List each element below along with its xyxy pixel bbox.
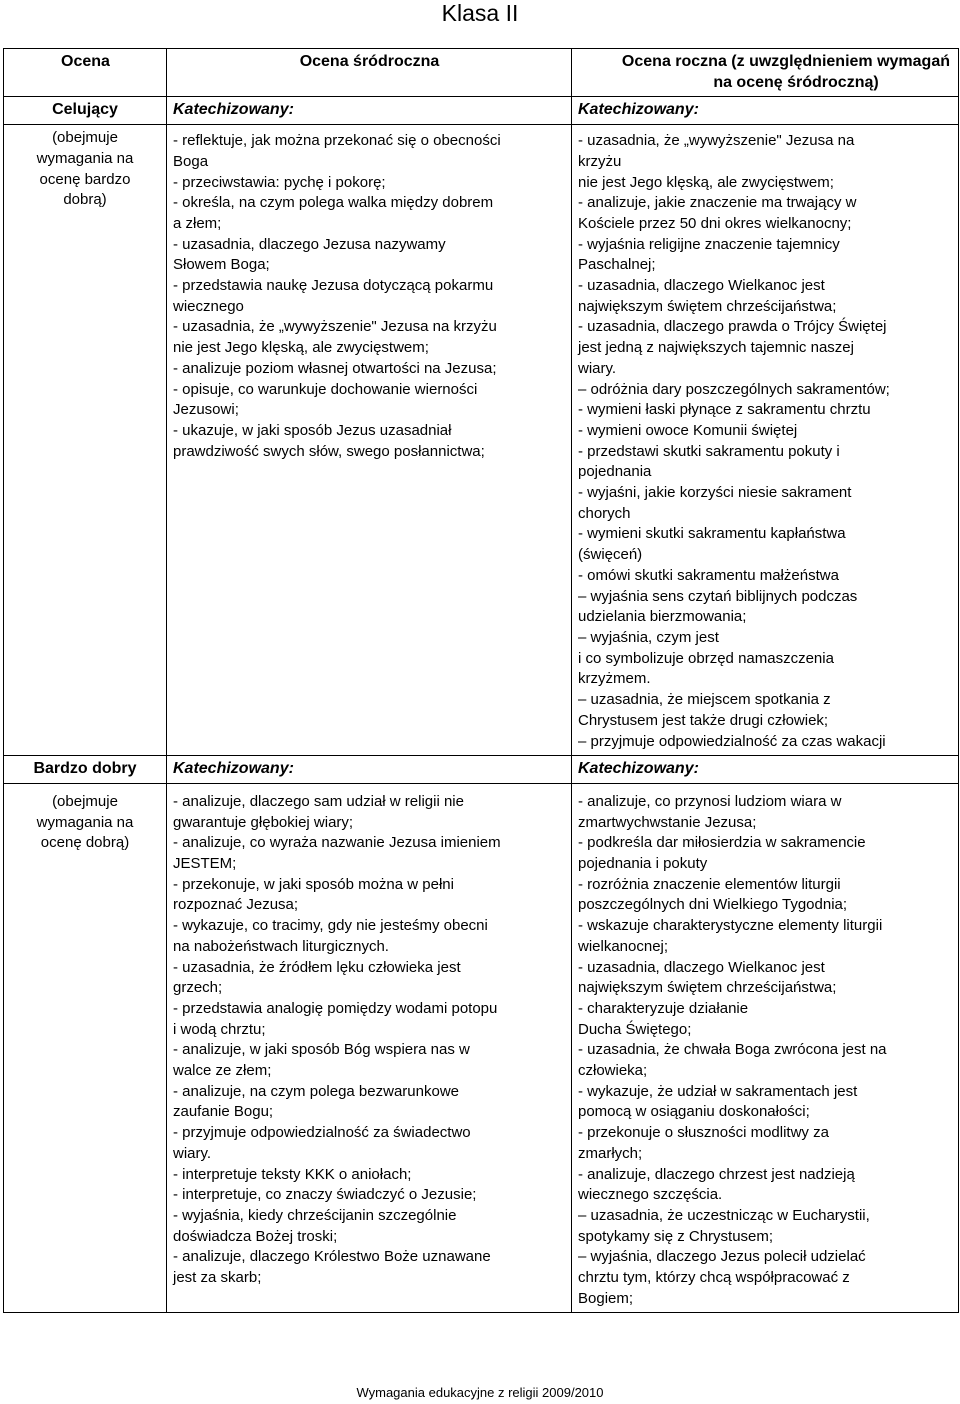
header-yearly-line-2: na ocenę śródroczną) bbox=[713, 73, 879, 91]
requirement-line: pojednania i pokuty bbox=[578, 855, 708, 873]
yearly-requirements bbox=[572, 783, 959, 1313]
requirement-line: – odróżnia dary poszczególnych sakramentów; bbox=[578, 380, 890, 398]
requirement-line: - uzasadnia, dlaczego prawda o Trójcy Świętej bbox=[578, 318, 887, 336]
requirement-line: - uzasadnia, dlaczego Jezusa nazywamy bbox=[173, 235, 446, 253]
grade-row-celujacy bbox=[4, 97, 959, 125]
requirement-line: - uzasadnia, że „wywyższenie" Jezusa na krzyżu bbox=[173, 318, 497, 336]
requirement-line: - reflektuje, jak można przekonać się o obecności bbox=[173, 132, 501, 150]
scope-line: (obejmuje bbox=[52, 792, 118, 810]
header-yearly bbox=[572, 49, 959, 97]
midyear-requirements bbox=[167, 125, 572, 756]
requirement-line: walce ze złem; bbox=[173, 1062, 272, 1080]
page-title: Klasa II bbox=[441, 0, 519, 26]
requirement-line: - analizuje, dlaczego chrzest jest nadzieją bbox=[578, 1165, 855, 1183]
grade-name: Bardzo dobry bbox=[4, 756, 167, 784]
requirement-line: wiary. bbox=[173, 1144, 212, 1162]
requirement-line: - wyjaśnia, kiedy chrześcijanin szczególnie bbox=[173, 1206, 457, 1224]
requirement-line: poszczególnych dni Wielkiego Tygodnia; bbox=[578, 896, 848, 914]
requirement-line: a złem; bbox=[173, 214, 222, 232]
scope-line: ocenę bardzo bbox=[39, 170, 131, 188]
requirement-line: - podkreśla dar miłosierdzia w sakramencie bbox=[578, 834, 866, 852]
grade-row-bardzo-dobry bbox=[4, 756, 959, 784]
requirement-line: - wskazuje charakterystyczne elementy liturgii bbox=[578, 917, 883, 935]
requirement-line: wiecznego bbox=[173, 297, 244, 315]
requirement-line: nie jest Jego klęską, ale zwycięstwem; bbox=[578, 173, 834, 191]
requirement-line: - rozróżnia znaczenie elementów liturgii bbox=[578, 875, 841, 893]
yearly-subtitle: Katechizowany: bbox=[572, 756, 959, 784]
requirement-line: - przedstawia naukę Jezusa dotyczącą pokarmu bbox=[173, 277, 494, 295]
scope-line: dobrą) bbox=[63, 191, 107, 209]
requirement-line: - wymieni łaski płynące z sakramentu chrztu bbox=[578, 401, 871, 419]
requirement-line: i wodą chrztu; bbox=[173, 1020, 266, 1038]
requirement-line: - uzasadnia, że chwała Boga zwrócona jest na bbox=[578, 1041, 887, 1059]
requirement-line: doświadcza Bożej troski; bbox=[173, 1227, 338, 1245]
requirement-line: - określa, na czym polega walka między dobrem bbox=[173, 194, 494, 212]
requirement-line: Bogiem; bbox=[578, 1289, 634, 1307]
requirement-line: - wymieni owoce Komunii świętej bbox=[578, 421, 798, 439]
requirement-line: - opisuje, co warunkuje dochowanie wierności bbox=[173, 380, 478, 398]
requirement-line: - analizuje, co wyraża nazwanie Jezusa imieniem bbox=[173, 834, 501, 852]
requirement-line: - analizuje poziom własnej otwartości na Jezusa; bbox=[173, 359, 497, 377]
requirement-line: - przedstawia analogię pomiędzy wodami potopu bbox=[173, 999, 498, 1017]
requirement-line: - analizuje, jakie znaczenie ma trwający w bbox=[578, 194, 857, 212]
requirement-line: - uzasadnia, że źródłem lęku człowieka jest bbox=[173, 958, 461, 976]
requirement-line: – przyjmuje odpowiedzialność za czas wakacji bbox=[578, 732, 886, 750]
requirement-line: Słowem Boga; bbox=[173, 256, 270, 274]
requirement-line: - wyjaśni, jakie korzyści niesie sakrament bbox=[578, 484, 852, 502]
requirements-row-celujacy bbox=[4, 125, 959, 756]
requirement-line: największym świętem chrześcijaństwa; bbox=[578, 979, 837, 997]
requirement-line: - przyjmuje odpowiedzialność za świadectwo bbox=[173, 1124, 471, 1142]
requirement-line: nie jest Jego klęską, ale zwycięstwem; bbox=[173, 339, 429, 357]
midyear-subtitle: Katechizowany: bbox=[167, 97, 572, 125]
requirement-line: chrztu tym, którzy chcą współpracować z bbox=[578, 1269, 850, 1287]
requirement-line: zmarłych; bbox=[578, 1144, 643, 1162]
requirement-line: chorych bbox=[578, 504, 631, 522]
requirement-line: Kościele przez 50 dni okres wielkanocny; bbox=[578, 214, 852, 232]
requirements-table bbox=[3, 48, 959, 1313]
header-grade: Ocena bbox=[4, 49, 167, 97]
requirement-line: Ducha Świętego; bbox=[578, 1020, 692, 1038]
yearly-subtitle: Katechizowany: bbox=[572, 97, 959, 125]
requirement-line: – uzasadnia, że miejscem spotkania z bbox=[578, 691, 831, 709]
page-footer: Wymagania edukacyjne z religii 2009/2010 bbox=[356, 1385, 604, 1400]
requirement-line: - charakteryzuje działanie bbox=[578, 999, 749, 1017]
requirement-line: – wyjaśnia, dlaczego Jezus polecił udzielać bbox=[578, 1248, 866, 1266]
requirement-line: - analizuje, dlaczego sam udział w religii nie bbox=[173, 792, 464, 810]
requirement-line: i co symbolizuje obrzęd namaszczenia bbox=[578, 649, 834, 667]
requirement-line: krzyżu bbox=[578, 152, 622, 170]
requirement-line: wielkanocnej; bbox=[578, 937, 669, 955]
requirement-line: największym świętem chrześcijaństwa; bbox=[578, 297, 837, 315]
requirement-line: krzyżmem. bbox=[578, 670, 651, 688]
requirement-line: – wyjaśnia, czym jest bbox=[578, 628, 719, 646]
midyear-requirements bbox=[167, 783, 572, 1313]
requirements-row-bardzo-dobry bbox=[4, 783, 959, 1313]
requirement-line: spotykamy się z Chrystusem; bbox=[578, 1227, 774, 1245]
requirement-line: Jezusowi; bbox=[173, 401, 239, 419]
requirement-line: - uzasadnia, dlaczego Wielkanoc jest bbox=[578, 277, 825, 295]
requirement-line: rozpoznać Jezusa; bbox=[173, 896, 299, 914]
requirement-line: zmartwychwstanie Jezusa; bbox=[578, 813, 757, 831]
requirement-line: - wykazuje, że udział w sakramentach jest bbox=[578, 1082, 858, 1100]
scope-line: (obejmuje bbox=[52, 129, 118, 147]
requirement-line: Chrystusem jest także drugi człowiek; bbox=[578, 711, 829, 729]
yearly-requirements bbox=[572, 125, 959, 756]
requirement-line: - interpretuje teksty KKK o aniołach; bbox=[173, 1165, 412, 1183]
header-yearly-line-1: Ocena roczna (z uwzględnieniem wymagań bbox=[621, 53, 950, 70]
requirement-line: – uzasadnia, że uczestnicząc w Eucharystii, bbox=[578, 1206, 870, 1224]
scope-line: ocenę dobrą) bbox=[40, 834, 130, 852]
midyear-subtitle: Katechizowany: bbox=[167, 756, 572, 784]
scope-line: wymagania na bbox=[36, 149, 134, 167]
header-row bbox=[4, 49, 959, 97]
requirement-line: - analizuje, dlaczego Królestwo Boże uznawane bbox=[173, 1248, 491, 1266]
requirement-line: - analizuje, na czym polega bezwarunkowe bbox=[173, 1082, 459, 1100]
requirement-line: - wyjaśnia religijne znaczenie tajemnicy bbox=[578, 235, 840, 253]
requirement-line: - ukazuje, w jaki sposób Jezus uzasadniał bbox=[173, 421, 452, 439]
requirement-line: pomocą w osiąganiu doskonałości; bbox=[578, 1103, 810, 1121]
requirement-line: - uzasadnia, dlaczego Wielkanoc jest bbox=[578, 958, 825, 976]
requirement-line: - przeciwstawia: pychę i pokorę; bbox=[173, 173, 386, 191]
requirement-line: gwarantuje głębokiej wiary; bbox=[173, 813, 354, 831]
grade-scope bbox=[4, 125, 167, 756]
requirement-line: - analizuje, co przynosi ludziom wiara w bbox=[578, 792, 842, 810]
requirement-line: - uzasadnia, że „wywyższenie" Jezusa na bbox=[578, 132, 855, 150]
requirement-line: - przekonuje, w jaki sposób można w pełni bbox=[173, 875, 454, 893]
requirement-line: – wyjaśnia sens czytań biblijnych podczas bbox=[578, 587, 858, 605]
requirement-line: JESTEM; bbox=[173, 855, 237, 873]
requirement-line: jest za skarb; bbox=[173, 1269, 262, 1287]
scope-line: wymagania na bbox=[36, 813, 134, 831]
requirement-line: zaufanie Bogu; bbox=[173, 1103, 274, 1121]
requirement-line: udzielania bierzmowania; bbox=[578, 608, 747, 626]
requirement-line: - omówi skutki sakramentu małżeństwa bbox=[578, 566, 839, 584]
requirement-line: człowieka; bbox=[578, 1062, 648, 1080]
requirement-line: jest jedną z największych tajemnic naszej bbox=[578, 339, 854, 357]
requirement-line: wiecznego szczęścia. bbox=[578, 1186, 723, 1204]
requirement-line: na nabożeństwach liturgicznych. bbox=[173, 937, 389, 955]
requirement-line: Boga bbox=[173, 152, 209, 170]
requirement-line: - wykazuje, co tracimy, gdy nie jesteśmy obecni bbox=[173, 917, 488, 935]
requirement-line: - interpretuje, co znaczy świadczyć o Jezusie; bbox=[173, 1186, 477, 1204]
grade-name: Celujący bbox=[4, 97, 167, 125]
requirement-line: - przekonuje o słuszności modlitwy za bbox=[578, 1124, 829, 1142]
requirement-line: Paschalnej; bbox=[578, 256, 656, 274]
requirement-line: prawdziwość swych słów, swego posłannictwa; bbox=[173, 442, 485, 460]
requirement-line: wiary. bbox=[578, 359, 617, 377]
requirement-line: - wymieni skutki sakramentu kapłaństwa bbox=[578, 525, 846, 543]
requirement-line: grzech; bbox=[173, 979, 223, 997]
requirement-line: pojednania bbox=[578, 463, 652, 481]
header-midyear: Ocena śródroczna bbox=[167, 49, 572, 97]
requirement-line: - przedstawi skutki sakramentu pokuty i bbox=[578, 442, 840, 460]
requirement-line: (święceń) bbox=[578, 546, 643, 564]
grade-scope bbox=[4, 783, 167, 1313]
requirement-line: - analizuje, w jaki sposób Bóg wspiera nas w bbox=[173, 1041, 470, 1059]
